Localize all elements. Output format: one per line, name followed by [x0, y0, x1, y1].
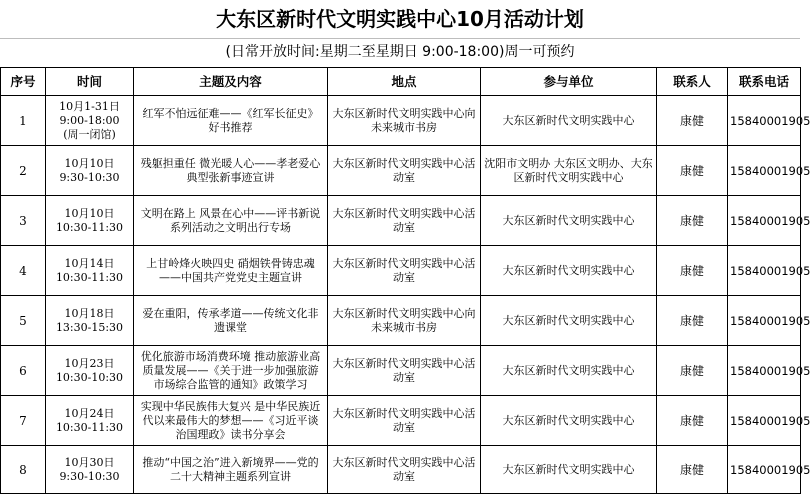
row-topic: 推动“中国之治”进入新境界——党的二十大精神主题系列宣讲	[134, 446, 328, 494]
row-time: 9:30-10:30	[59, 170, 120, 184]
row-time-cell	[46, 296, 134, 346]
row-no: 7	[1, 396, 46, 446]
row-time-cell	[46, 346, 134, 396]
row-time: 10:30-11:30	[55, 270, 124, 284]
header-phone: 联系电话	[728, 68, 801, 96]
row-date: 10月14日	[64, 256, 115, 270]
row-topic: 红军不怕远征难——《红军长征史》好书推荐	[134, 96, 328, 146]
table-row	[1, 196, 801, 246]
header-unit: 参与单位	[481, 68, 657, 96]
row-unit: 大东区新时代文明实践中心	[481, 196, 657, 246]
table-header-row	[1, 68, 801, 96]
row-time: 10:30-11:30	[55, 220, 124, 234]
row-date: 10月10日	[64, 206, 115, 220]
row-place: 大东区新时代文明实践中心向未来城市书房	[328, 96, 481, 146]
row-time: 13:30-15:30	[55, 320, 124, 334]
page-title: 大东区新时代文明实践中心10月活动计划	[0, 0, 800, 39]
row-place: 大东区新时代文明实践中心活动室	[328, 246, 481, 296]
row-note: (周一闭馆)	[63, 127, 116, 141]
row-contact: 康健	[657, 346, 728, 396]
row-unit: 大东区新时代文明实践中心	[481, 96, 657, 146]
activity-schedule-table	[0, 67, 810, 494]
row-date: 10月24日	[64, 406, 115, 420]
table-row	[1, 96, 801, 146]
row-phone: 15840001905	[728, 396, 801, 446]
row-unit: 大东区新时代文明实践中心	[481, 346, 657, 396]
row-date: 10月23日	[64, 356, 115, 370]
row-place: 大东区新时代文明实践中心活动室	[328, 346, 481, 396]
header-topic: 主题及内容	[134, 68, 328, 96]
row-phone: 15840001905	[728, 246, 801, 296]
table-row	[1, 446, 801, 494]
header-contact: 联系人	[657, 68, 728, 96]
row-date: 10月30日	[64, 455, 115, 469]
row-time-cell	[46, 446, 134, 494]
row-unit: 大东区新时代文明实践中心	[481, 246, 657, 296]
row-topic: 残躯担重任 微光暖人心——孝老爱心典型张新事迹宣讲	[134, 146, 328, 196]
row-no: 5	[1, 296, 46, 346]
row-contact: 康健	[657, 196, 728, 246]
row-time: 10:30-10:30	[55, 370, 124, 384]
row-contact: 康健	[657, 96, 728, 146]
row-topic: 爱在重阳，传承孝道——传统文化非遗课堂	[134, 296, 328, 346]
row-no: 1	[1, 96, 46, 146]
row-phone: 15840001905	[728, 146, 801, 196]
row-time: 9:00-18:00	[59, 113, 120, 127]
table-row	[1, 146, 801, 196]
row-time: 9:30-10:30	[59, 469, 120, 483]
row-date: 10月1-31日	[59, 99, 120, 113]
row-no: 4	[1, 246, 46, 296]
table-row	[1, 296, 801, 346]
row-topic: 上甘岭烽火映四史 硝烟铁骨铸忠魂——中国共产党党史主题宣讲	[134, 246, 328, 296]
row-time-cell	[46, 246, 134, 296]
row-phone: 15840001905	[728, 446, 801, 494]
header-time: 时间	[46, 68, 134, 96]
row-time-cell	[46, 396, 134, 446]
row-no: 6	[1, 346, 46, 396]
row-date: 10月10日	[64, 156, 115, 170]
row-contact: 康健	[657, 146, 728, 196]
row-unit: 大东区新时代文明实践中心	[481, 446, 657, 494]
opening-hours-subtitle: (日常开放时间:星期二至星期日 9:00-18:00)周一可预约	[225, 44, 575, 60]
table-row	[1, 396, 801, 446]
row-date: 10月18日	[64, 306, 115, 320]
row-topic: 优化旅游市场消费环境 推动旅游业高质量发展——《关于进一步加强旅游市场综合监管的通知》政策学习	[134, 346, 328, 396]
row-place: 大东区新时代文明实践中心活动室	[328, 196, 481, 246]
row-time-cell	[46, 146, 134, 196]
row-time: 10:30-11:30	[55, 420, 124, 434]
row-place: 大东区新时代文明实践中心活动室	[328, 146, 481, 196]
row-unit: 沈阳市文明办 大东区文明办、大东区新时代文明实践中心	[481, 146, 657, 196]
row-topic: 文明在路上 风景在心中——评书新说系列活动之文明出行专场	[134, 196, 328, 246]
table-row	[1, 246, 801, 296]
row-place: 大东区新时代文明实践中心活动室	[328, 396, 481, 446]
row-contact: 康健	[657, 446, 728, 494]
row-no: 3	[1, 196, 46, 246]
row-unit: 大东区新时代文明实践中心	[481, 296, 657, 346]
row-no: 2	[1, 146, 46, 196]
row-phone: 15840001905	[728, 96, 801, 146]
header-place: 地点	[328, 68, 481, 96]
row-phone: 15840001905	[728, 346, 801, 396]
row-place: 大东区新时代文明实践中心活动室	[328, 446, 481, 494]
row-no: 8	[1, 446, 46, 494]
row-contact: 康健	[657, 296, 728, 346]
row-time-cell	[46, 196, 134, 246]
row-contact: 康健	[657, 246, 728, 296]
header-no: 序号	[1, 68, 46, 96]
row-contact: 康健	[657, 396, 728, 446]
row-place: 大东区新时代文明实践中心向未来城市书房	[328, 296, 481, 346]
row-phone: 15840001905	[728, 196, 801, 246]
row-phone: 15840001905	[728, 296, 801, 346]
row-topic: 实现中华民族伟大复兴 是中华民族近代以来最伟大的梦想——《习近平谈治国理政》读书分享会	[134, 396, 328, 446]
row-unit: 大东区新时代文明实践中心	[481, 396, 657, 446]
row-time-cell	[46, 96, 134, 146]
table-row	[1, 346, 801, 396]
